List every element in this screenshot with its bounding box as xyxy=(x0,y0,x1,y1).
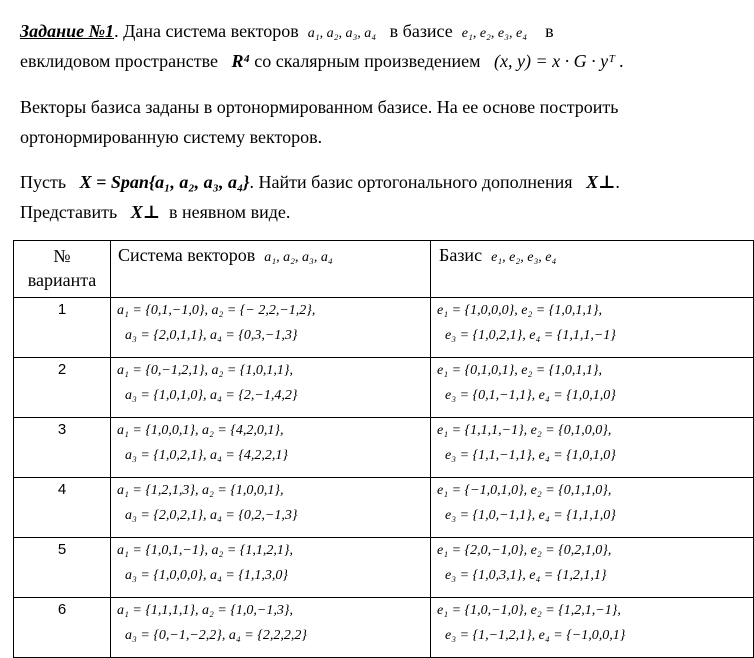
basis-cell: e₁ = {−1,0,1,0}, e₂ = {0,1,1,0}, e₃ = {1,0,−1,1}, e₄ = {1,1,1,0} xyxy=(431,478,754,538)
task-intro-text: . Дана система векторов xyxy=(114,21,299,41)
x-perp-symbol: X⊥ xyxy=(130,202,160,222)
table-header-row xyxy=(14,241,754,298)
para2-line-1: Векторы базиса заданы в ортонормированном базисе. На ее основе построить xyxy=(20,97,619,117)
basis-cell: e₁ = {1,0,0,0}, e₂ = {1,0,1,1}, e₃ = {1,0,2,1}, e₄ = {1,1,1,−1} xyxy=(431,298,754,358)
implicit-text: в неявном виде. xyxy=(168,202,291,222)
variant-number: 5 xyxy=(14,538,111,598)
system-cell: a₁ = {1,2,1,3}, a₂ = {1,0,0,1}, a₃ = {2,0,2,1}, a₄ = {0,2,−1,3} xyxy=(111,478,431,538)
task-line-1 xyxy=(20,20,554,45)
space-symbol: R⁴ xyxy=(231,51,250,71)
euclid-text: евклидовом пространстве xyxy=(20,51,218,71)
task-line-2 xyxy=(20,50,624,72)
para3-line-2 xyxy=(20,201,290,223)
x-perp-symbol: X⊥ xyxy=(586,172,616,192)
variant-number: 4 xyxy=(14,478,111,538)
table-row xyxy=(14,598,754,658)
para2-line-2: ортонормированную систему векторов. xyxy=(20,127,323,147)
scalar-text: со скалярным произведением xyxy=(254,51,481,71)
let-word: Пусть xyxy=(20,172,67,192)
vectors-a-list: a₁, a₂, a₃, a₄ xyxy=(307,26,377,41)
basis-cell: e₁ = {2,0,−1,0}, e₂ = {0,2,1,0}, e₃ = {1,0,3,1}, e₄ = {1,2,1,1} xyxy=(431,538,754,598)
system-cell: a₁ = {0,−1,2,1}, a₂ = {1,0,1,1}, a₃ = {1,0,1,0}, a₄ = {2,−1,4,2} xyxy=(111,358,431,418)
variants-table xyxy=(13,240,754,658)
para3-line-1: Пусть X = Span{a₁, a₂, a₃, a₄}. Найти базис ортогонального дополнения X⊥. xyxy=(20,172,620,192)
basis-cell: e₁ = {1,1,1,−1}, e₂ = {0,1,0,0}, e₃ = {1,1,−1,1}, e₄ = {1,0,1,0} xyxy=(431,418,754,478)
header-variant: № варианта xyxy=(14,241,111,298)
system-cell: a₁ = {1,0,0,1}, a₂ = {4,2,0,1}, a₃ = {1,0,2,1}, a₄ = {4,2,2,1} xyxy=(111,418,431,478)
table-row xyxy=(14,298,754,358)
represent-word: Представить xyxy=(20,202,118,222)
vectors-e-list: e₁, e₂, e₃, e₄ xyxy=(461,26,528,41)
variant-number: 1 xyxy=(14,298,111,358)
table-row xyxy=(14,358,754,418)
find-text: . Найти базис ортогонального дополнения xyxy=(249,172,573,192)
header-system: Система векторов a₁, a₂, a₃, a₄ xyxy=(111,241,431,298)
system-cell: a₁ = {1,0,1,−1}, a₂ = {1,1,2,1}, a₃ = {1,0,0,0}, a₄ = {1,1,3,0} xyxy=(111,538,431,598)
table-row xyxy=(14,538,754,598)
basis-cell: e₁ = {1,0,−1,0}, e₂ = {1,2,1,−1}, e₃ = {1,−1,2,1}, e₄ = {−1,0,0,1} xyxy=(431,598,754,658)
scalar-formula: (x, y) = x · G · yᵀ . xyxy=(494,51,625,71)
basis-cell: e₁ = {0,1,0,1}, e₂ = {1,0,1,1}, e₃ = {0,1,−1,1}, e₄ = {1,0,1,0} xyxy=(431,358,754,418)
span-formula: X = Span{a₁, a₂, a₃, a₄} xyxy=(79,172,250,192)
variant-number: 3 xyxy=(14,418,111,478)
in-basis-text: в базисе xyxy=(389,21,453,41)
variant-number: 6 xyxy=(14,598,111,658)
task-title: Задание №1 xyxy=(20,21,115,41)
table-row xyxy=(14,418,754,478)
in-word: в xyxy=(545,21,554,41)
system-cell: a₁ = {1,1,1,1}, a₂ = {1,0,−1,3}, a₃ = {0,−1,−2,2}, a₄ = {2,2,2,2} xyxy=(111,598,431,658)
variant-number: 2 xyxy=(14,358,111,418)
header-basis: Базис e₁, e₂, e₃, e₄ xyxy=(431,241,754,298)
system-cell: a₁ = {0,1,−1,0}, a₂ = {− 2,2,−1,2}, a₃ = {2,0,1,1}, a₄ = {0,3,−1,3} xyxy=(111,298,431,358)
table-row xyxy=(14,478,754,538)
